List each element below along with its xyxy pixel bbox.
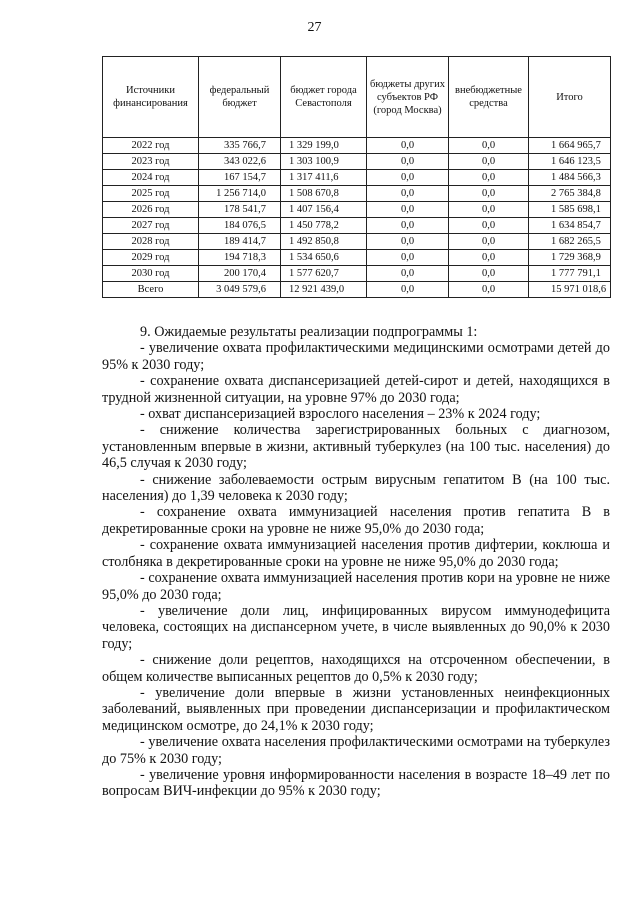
table-row [103, 154, 611, 170]
cell-total: 1 682 265,5 [529, 234, 611, 250]
cell-period: 2022 год [103, 138, 199, 154]
cell-period: 2023 год [103, 154, 199, 170]
cell-period: 2025 год [103, 186, 199, 202]
list-item: - увеличение доли впервые в жизни установленных неинфекционных заболеваний, выявленных при проведении диспансеризации и профилактическом медицинском осмотре, до 24,1% к 2030 году; [102, 684, 610, 734]
header-federal: федеральный бюджет [199, 57, 281, 138]
table-row [103, 266, 611, 282]
table-row [103, 218, 611, 234]
cell-total: 1 729 368,9 [529, 250, 611, 266]
cell-total: 1 634 854,7 [529, 218, 611, 234]
cell-extrabudgetary: 0,0 [449, 186, 529, 202]
cell-total: 1 777 791,1 [529, 266, 611, 282]
cell-other-subjects: 0,0 [367, 234, 449, 250]
section-heading: 9. Ожидаемые результаты реализации подпрограммы 1: [140, 324, 478, 340]
cell-extrabudgetary: 0,0 [449, 250, 529, 266]
table-row [103, 234, 611, 250]
cell-other-subjects: 0,0 [367, 186, 449, 202]
cell-sevastopol: 1 407 156,4 [281, 202, 367, 218]
cell-sevastopol: 1 492 850,8 [281, 234, 367, 250]
cell-other-subjects: 0,0 [367, 218, 449, 234]
list-item: - увеличение доли лиц, инфицированных вирусом иммунодефицита человека, состоящих на диспансерном учете, в числе выявленных до 90,0% к 2030 году; [102, 602, 610, 652]
cell-period: 2024 год [103, 170, 199, 186]
list-item: - сохранение охвата иммунизацией населения против гепатита В в декретированные сроки на уровне не ниже 95,0% до 2030 года; [102, 504, 610, 537]
cell-period: 2029 год [103, 250, 199, 266]
cell-period: 2030 год [103, 266, 199, 282]
table-row [103, 282, 611, 298]
table-row [103, 138, 611, 154]
cell-sevastopol: 12 921 439,0 [281, 282, 367, 298]
cell-extrabudgetary: 0,0 [449, 234, 529, 250]
cell-sevastopol: 1 508 670,8 [281, 186, 367, 202]
list-item: - сохранение охвата диспансеризацией детей-сирот и детей, находящихся в трудной жизненной ситуации, на уровне 97% до 2030 года; [102, 373, 610, 406]
table-row [103, 170, 611, 186]
cell-total: 2 765 384,8 [529, 186, 611, 202]
cell-total: 1 484 566,3 [529, 170, 611, 186]
cell-sevastopol: 1 317 411,6 [281, 170, 367, 186]
cell-total: 1 646 123,5 [529, 154, 611, 170]
list-item: - увеличение охвата населения профилактическими осмотрами на туберкулез до 75% к 2030 году; [102, 734, 610, 767]
cell-sevastopol: 1 534 650,6 [281, 250, 367, 266]
header-extrabudgetary: внебюджетные средства [449, 57, 529, 138]
cell-period: 2028 год [103, 234, 199, 250]
cell-sevastopol: 1 303 100,9 [281, 154, 367, 170]
list-item: - снижение доли рецептов, находящихся на отсроченном обеспечении, в общем количестве выписанных рецептов до 0,5% к 2030 году; [102, 652, 610, 685]
cell-period: Всего [103, 282, 199, 298]
cell-federal: 1 256 714,0 [199, 186, 281, 202]
cell-federal: 178 541,7 [199, 202, 281, 218]
financing-table [102, 56, 611, 298]
cell-sevastopol: 1 329 199,0 [281, 138, 367, 154]
list-item: - увеличение охвата профилактическими медицинскими осмотрами детей до 95% к 2030 году; [102, 340, 610, 373]
cell-extrabudgetary: 0,0 [449, 282, 529, 298]
cell-total: 1 664 965,7 [529, 138, 611, 154]
cell-other-subjects: 0,0 [367, 154, 449, 170]
header-other-subjects: бюджеты других субъектов РФ (город Москва) [367, 57, 449, 138]
cell-extrabudgetary: 0,0 [449, 266, 529, 282]
table-header-row [103, 57, 611, 138]
header-sources: Источники финансирования [103, 57, 199, 138]
cell-other-subjects: 0,0 [367, 266, 449, 282]
cell-other-subjects: 0,0 [367, 250, 449, 266]
list-item: - увеличение уровня информированности населения в возрасте 18–49 лет по вопросам ВИЧ-инфекции до 95% к 2030 году; [102, 766, 610, 800]
cell-other-subjects: 0,0 [367, 202, 449, 218]
table-row [103, 186, 611, 202]
cell-total: 15 971 018,6 [529, 282, 611, 298]
cell-extrabudgetary: 0,0 [449, 138, 529, 154]
cell-federal: 3 049 579,6 [199, 282, 281, 298]
cell-extrabudgetary: 0,0 [449, 154, 529, 170]
cell-period: 2026 год [103, 202, 199, 218]
page-number: 27 [307, 20, 322, 35]
cell-federal: 184 076,5 [199, 218, 281, 234]
cell-period: 2027 год [103, 218, 199, 234]
list-item: - снижение заболеваемости острым вирусным гепатитом В (на 100 тыс. населения) до 1,39 человека к 2030 году; [102, 471, 610, 505]
cell-other-subjects: 0,0 [367, 138, 449, 154]
cell-federal: 167 154,7 [199, 170, 281, 186]
cell-sevastopol: 1 450 778,2 [281, 218, 367, 234]
table-row [103, 202, 611, 218]
cell-federal: 194 718,3 [199, 250, 281, 266]
list-item: - сохранение охвата иммунизацией населения против кори на уровне не ниже 95,0% до 2030 года; [102, 570, 610, 603]
cell-extrabudgetary: 0,0 [449, 170, 529, 186]
cell-federal: 335 766,7 [199, 138, 281, 154]
cell-federal: 343 022,6 [199, 154, 281, 170]
header-sevastopol: бюджет города Севастополя [281, 57, 367, 138]
expected-results-section [102, 324, 610, 800]
cell-federal: 200 170,4 [199, 266, 281, 282]
cell-total: 1 585 698,1 [529, 202, 611, 218]
list-item: - охват диспансеризацией взрослого населения – 23% к 2024 году; [140, 406, 541, 423]
cell-extrabudgetary: 0,0 [449, 202, 529, 218]
table-row [103, 250, 611, 266]
cell-other-subjects: 0,0 [367, 282, 449, 298]
list-item: - сохранение охвата иммунизацией населения против дифтерии, коклюша и столбняка в декретированные сроки на уровне не ниже 95,0% до 2030 года; [102, 537, 610, 570]
cell-sevastopol: 1 577 620,7 [281, 266, 367, 282]
cell-federal: 189 414,7 [199, 234, 281, 250]
cell-extrabudgetary: 0,0 [449, 218, 529, 234]
results-list [102, 340, 610, 799]
list-item: - снижение количества зарегистрированных больных с диагнозом, установленным впервые в жизни, активный туберкулез (на 100 тыс. населения) до 46,5 случая к 2030 году; [102, 422, 610, 472]
cell-other-subjects: 0,0 [367, 170, 449, 186]
header-total: Итого [529, 57, 611, 138]
